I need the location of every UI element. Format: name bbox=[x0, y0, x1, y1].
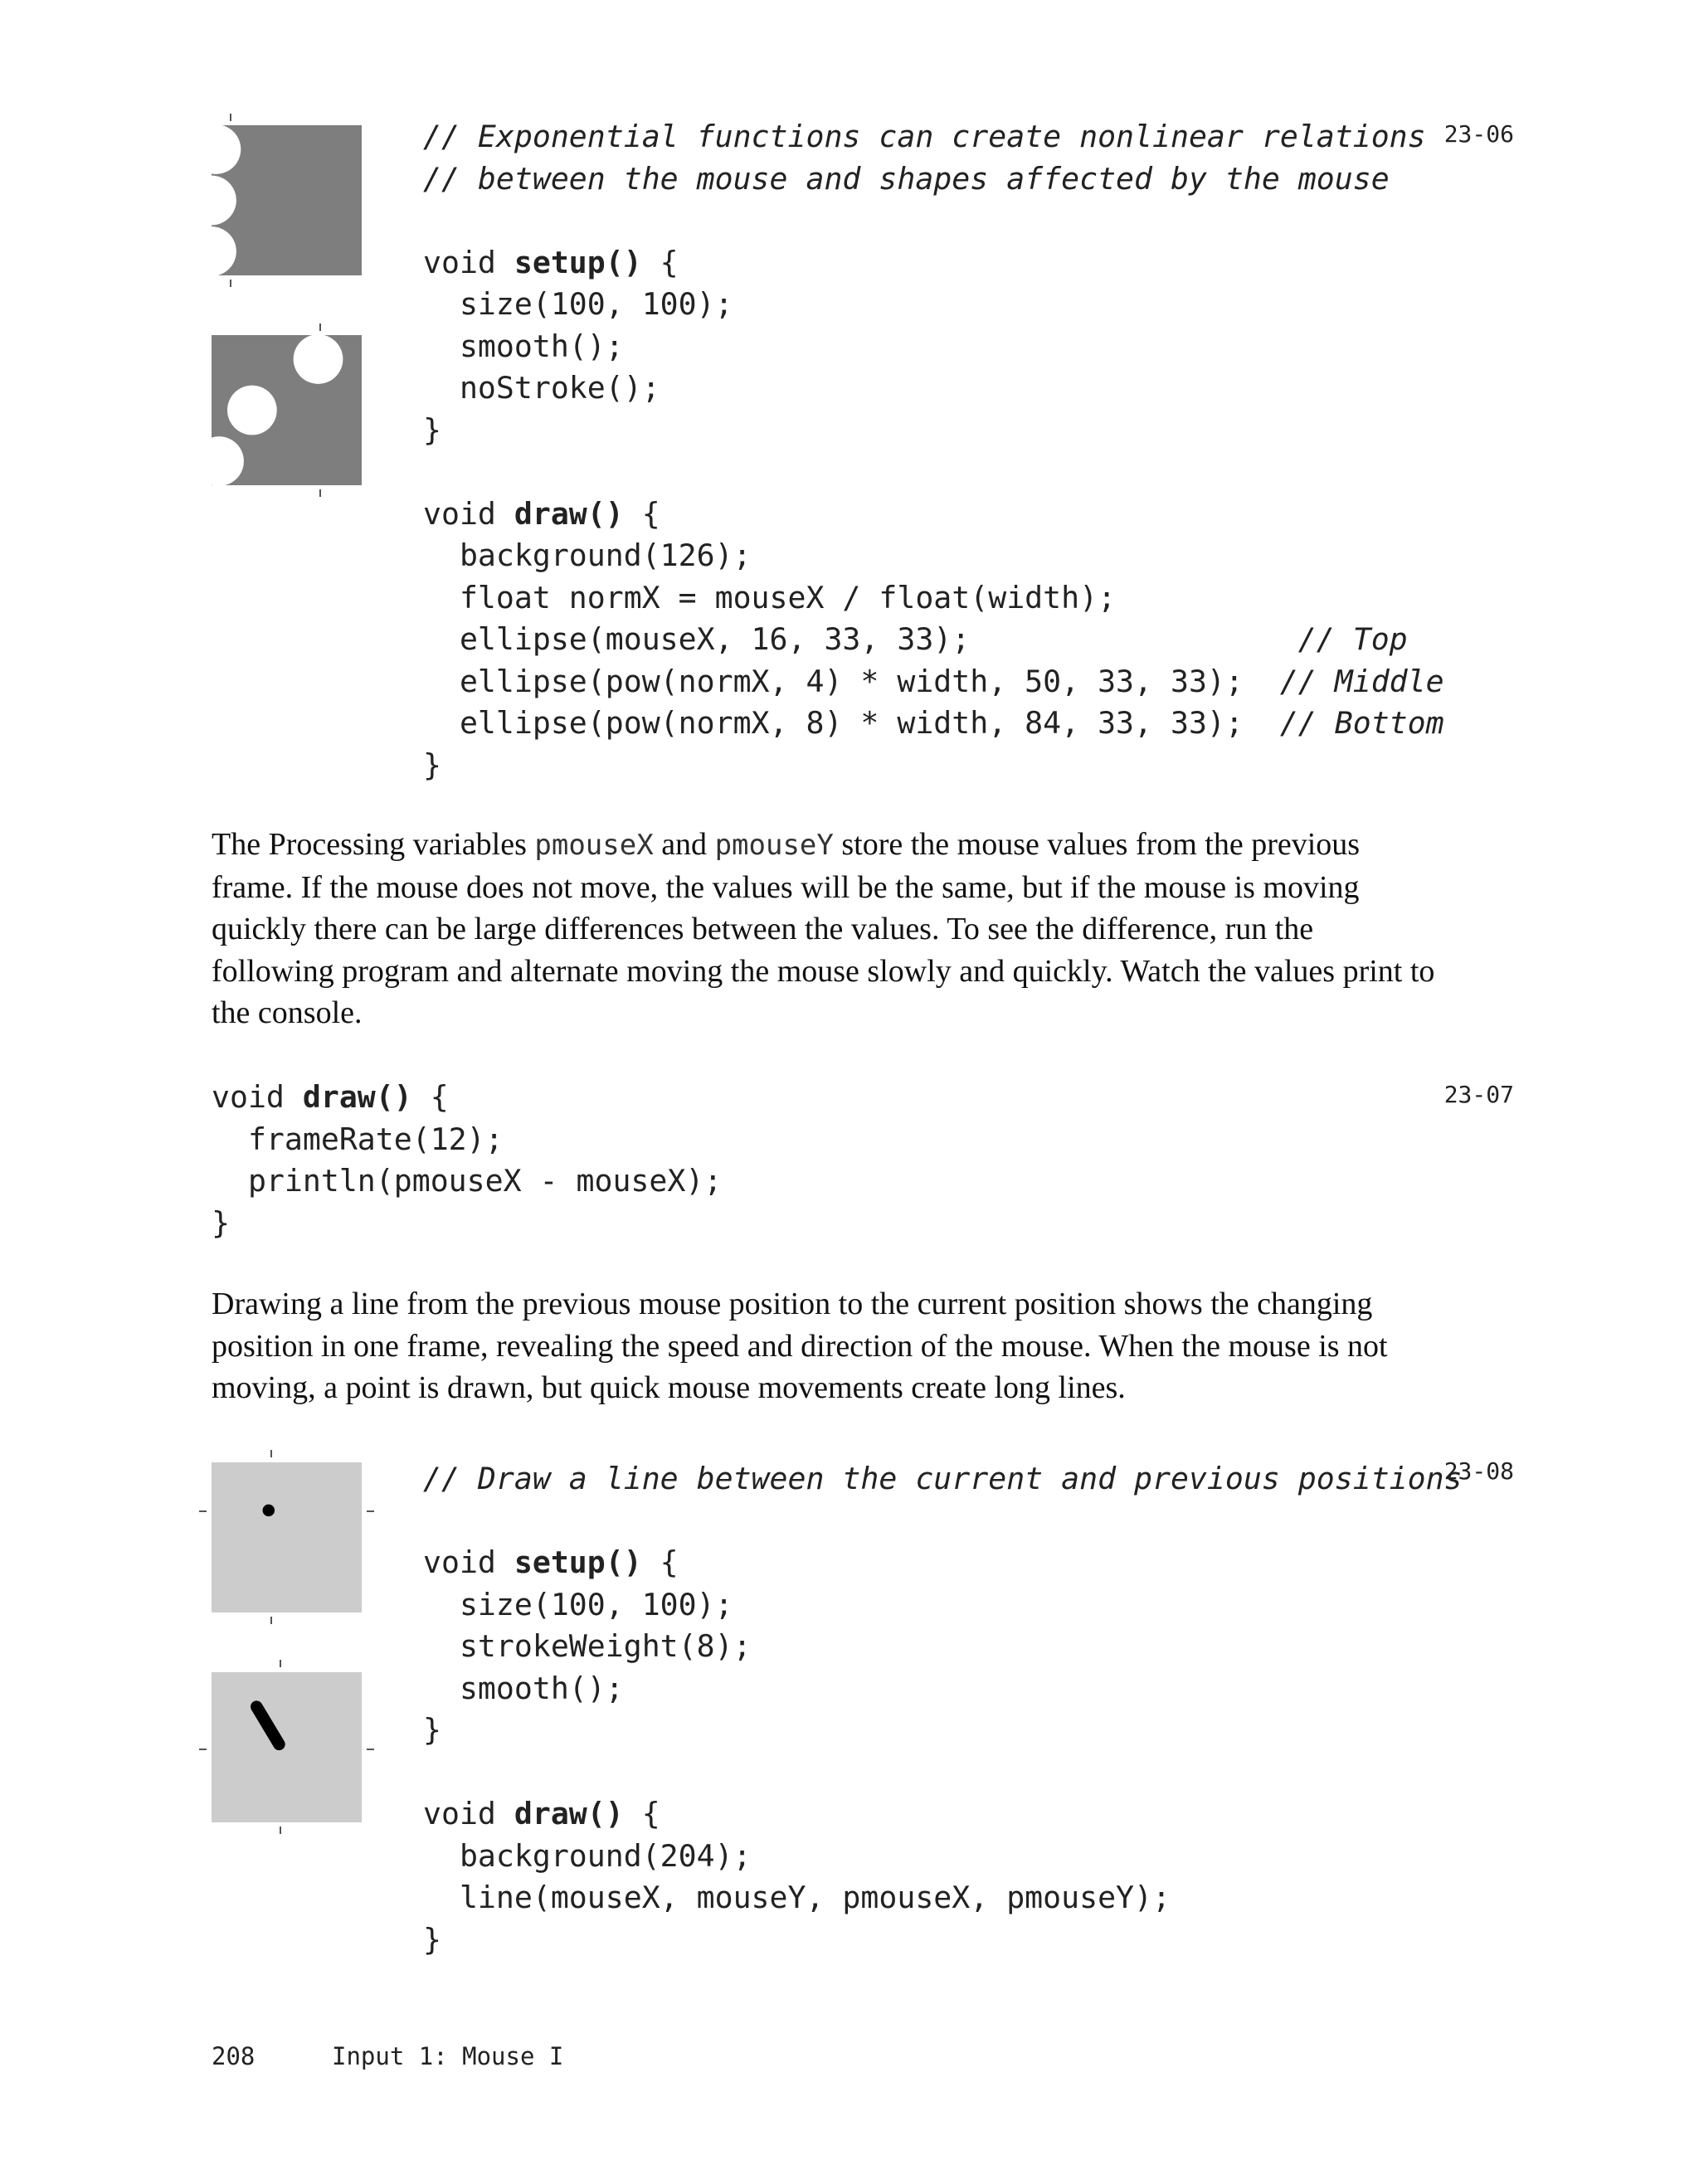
figure-23-08-b bbox=[212, 1672, 362, 1822]
code-block-23-07 bbox=[212, 1077, 722, 1244]
code-line: background(126); bbox=[423, 537, 752, 573]
code-line: size(100, 100); bbox=[423, 286, 733, 322]
code-line: ellipse(mouseX, 16, 33, 33); // Top bbox=[423, 621, 1408, 657]
figure-canvas bbox=[212, 1462, 362, 1612]
code-line: } bbox=[423, 411, 441, 448]
code-line: } bbox=[423, 1712, 441, 1748]
code-line: size(100, 100); bbox=[423, 1586, 733, 1622]
figure-23-08-a bbox=[212, 1462, 362, 1612]
code-block-23-06 bbox=[423, 116, 1444, 786]
figure-tick bbox=[319, 323, 321, 331]
code-line: // Exponential functions can create nonlinear relations bbox=[423, 119, 1426, 154]
figure-tick bbox=[319, 489, 321, 497]
figure-background bbox=[212, 1462, 362, 1612]
code-line: smooth(); bbox=[423, 1670, 624, 1706]
code-line: ellipse(pow(normX, 4) * width, 50, 33, 33); // Middle bbox=[423, 663, 1444, 699]
code-line: background(204); bbox=[423, 1837, 752, 1874]
code-line: frameRate(12); bbox=[212, 1121, 504, 1157]
page-number: 208 bbox=[212, 2042, 256, 2070]
figure-tick bbox=[270, 1617, 272, 1624]
figure-tick bbox=[230, 114, 231, 121]
code-line: line(mouseX, mouseY, pmouseX, pmouseY); bbox=[423, 1880, 1171, 1915]
code-line: void draw() { bbox=[212, 1079, 449, 1115]
body-paragraph: Drawing a line from the previous mouse position to the current position shows the changing position in one frame, revealing the speed and direction of the mouse. When the mouse is not moving, a point is drawn, but quick mouse movements create long lines. bbox=[212, 1287, 1388, 1405]
code-line: } bbox=[423, 747, 441, 783]
figure-23-06-a bbox=[212, 125, 362, 275]
figure-tick bbox=[199, 1510, 207, 1512]
figure-tick bbox=[367, 1749, 374, 1750]
code-line: // Draw a line between the current and previous positions bbox=[423, 1461, 1463, 1496]
figure-tick bbox=[367, 1510, 374, 1512]
code-line: strokeWeight(8); bbox=[423, 1628, 752, 1664]
figure-canvas bbox=[212, 1672, 362, 1822]
code-line: println(pmouseX - mouseX); bbox=[212, 1163, 723, 1199]
body-paragraph: The Processing variables pmouseX and pmouseY store the mouse values from the previous frame. If the mouse does not move, the values will be the same, but if the mouse is moving quickly there can be large differences between the values. To see the difference, run the following program and alternate moving the mouse slowly and quickly. Watch the values print to the console. bbox=[212, 827, 1435, 1030]
example-number: 23-06 bbox=[1443, 120, 1514, 148]
code-block-23-08 bbox=[423, 1458, 1463, 1961]
figure-tick bbox=[270, 1450, 272, 1457]
figure-23-06-b bbox=[212, 335, 362, 485]
code-line: } bbox=[212, 1204, 230, 1241]
code-line: smooth(); bbox=[423, 328, 624, 364]
code-line: void setup() { bbox=[423, 244, 679, 280]
code-line: void setup() { bbox=[423, 1544, 679, 1580]
figure-tick bbox=[280, 1660, 281, 1667]
figure-tick bbox=[230, 280, 231, 287]
top-ellipse bbox=[294, 335, 343, 384]
code-line: } bbox=[423, 1921, 441, 1958]
middle-ellipse bbox=[227, 386, 277, 435]
code-line: // between the mouse and shapes affected by the mouse bbox=[423, 160, 1390, 197]
code-line: ellipse(pow(normX, 8) * width, 84, 33, 33); // Bottom bbox=[423, 705, 1444, 741]
figure-background bbox=[212, 1672, 362, 1822]
example-number: 23-08 bbox=[1443, 1457, 1514, 1485]
figure-canvas bbox=[212, 335, 362, 485]
chapter-title: Input 1: Mouse I bbox=[332, 2042, 564, 2070]
code-line: noStroke(); bbox=[423, 370, 660, 406]
code-line: void draw() { bbox=[423, 495, 660, 532]
figure-tick bbox=[199, 1749, 207, 1750]
example-number: 23-07 bbox=[1443, 1081, 1514, 1108]
figure-canvas bbox=[212, 125, 362, 275]
figure-tick bbox=[280, 1826, 281, 1834]
code-line: float normX = mouseX / float(width); bbox=[423, 579, 1117, 615]
code-line: void draw() { bbox=[423, 1796, 660, 1831]
point-dot bbox=[263, 1505, 275, 1516]
